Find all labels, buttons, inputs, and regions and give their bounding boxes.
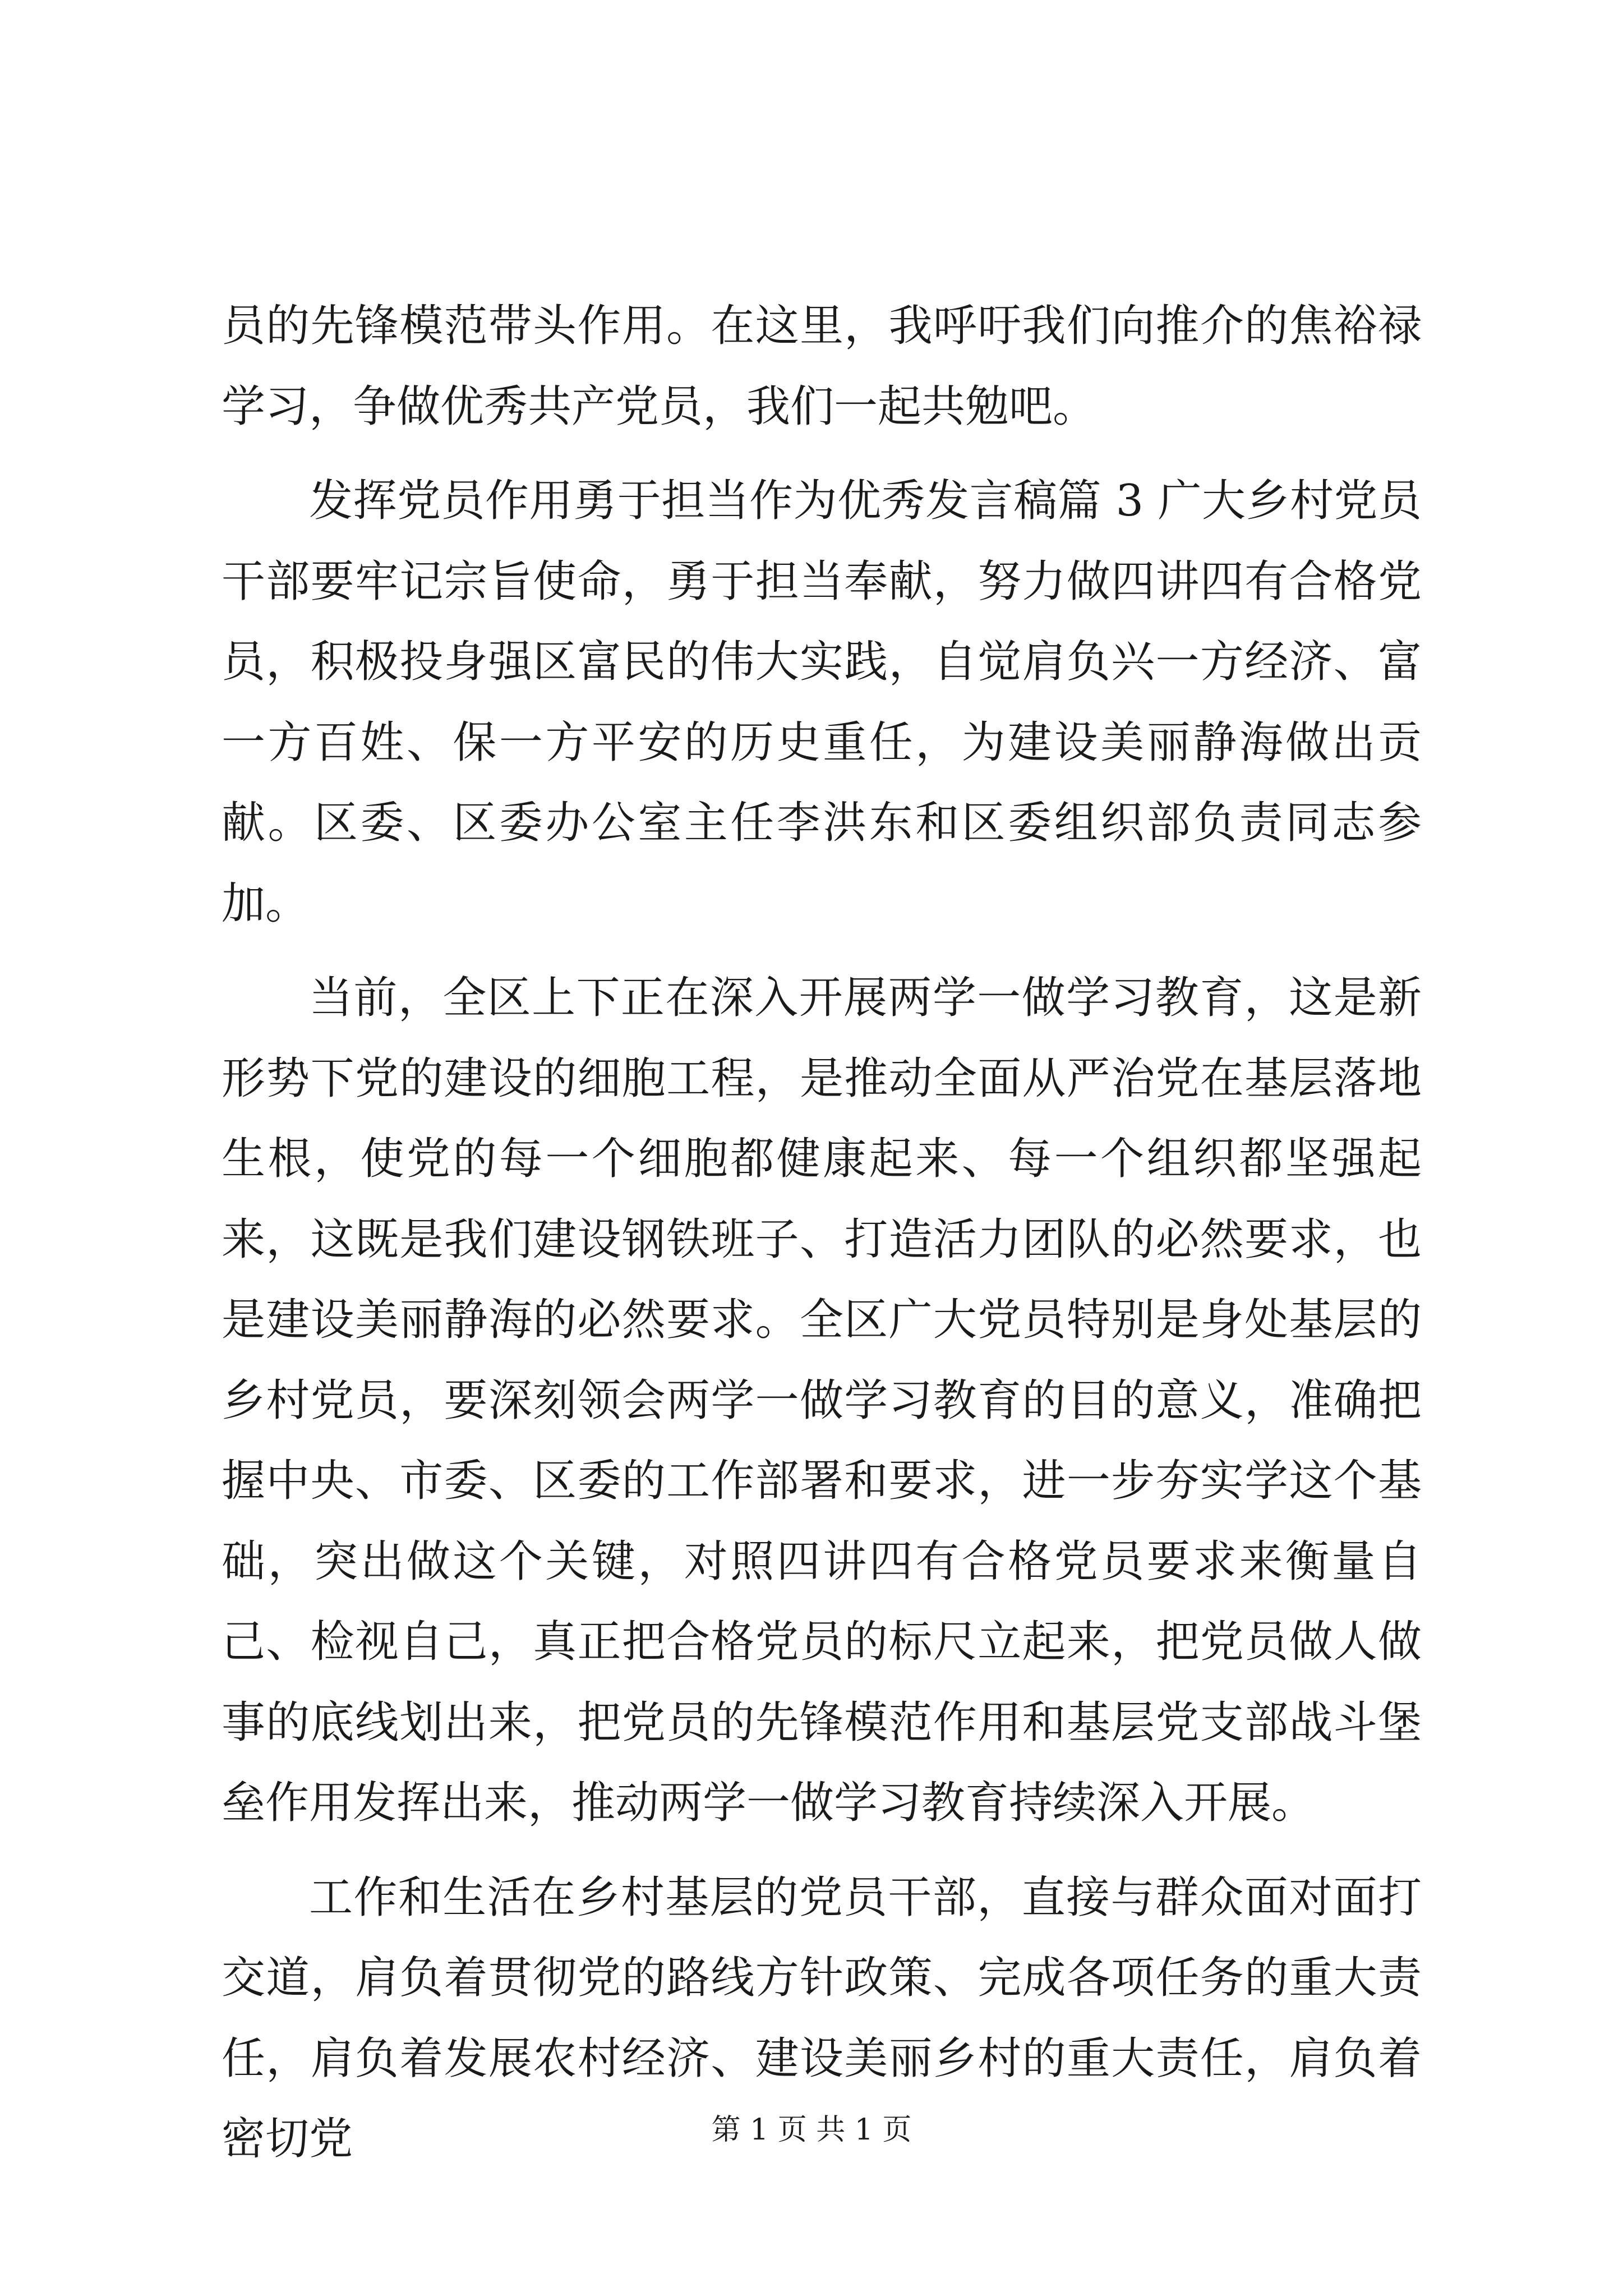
- paragraph: 当前，全区上下正在深入开展两学一做学习教育，这是新形势下党的建设的细胞工程，是推动全面从严治党在基层落地生根，使党的每一个细胞都健康起来、每一个组织都坚强起来，这既是我们建设钢铁班子、打造活力团队的必然要求，也是建设美丽静海的必然要求。全区广大党员特别是身处基层的乡村党员，要深刻领会两学一做学习教育的目的意义，准确把握中央、市委、区委的工作部署和要求，进一步夯实学这个基础，突出做这个关键，对照四讲四有合格党员要求来衡量自己、检视自己，真正把合格党员的标尺立起来，把党员做人做事的底线划出来，把党员的先锋模范作用和基层党支部战斗堡垒作用发挥出来，推动两学一做学习教育持续深入开展。: [222, 973, 1422, 1828]
- document-body: [222, 286, 1422, 2194]
- paragraph: 发挥党员作用勇于担当作为优秀发言稿篇 3 广大乡村党员干部要牢记宗旨使命，勇于担当奉献，努力做四讲四有合格党员，积极投身强区富民的伟大实践，自觉肩负兴一方经济、富一方百姓、保一方平安的历史重任，为建设美丽静海做出贡献。区委、区委办公室主任李洪东和区委组织部负责同志参加。: [222, 476, 1422, 929]
- page-footer: 第 1 页 共 1 页: [711, 2113, 912, 2147]
- paragraph: 工作和生活在乡村基层的党员干部，直接与群众面对面打交道，肩负着贯彻党的路线方针政策、完成各项任务的重大责任，肩负着发展农村经济、建设美丽乡村的重大责任，肩负着密切党: [222, 1872, 1422, 2164]
- paragraph-continuation: 员的先锋模范带头作用。在这里，我呼吁我们向推介的焦裕禄学习，争做优秀共产党员，我们一起共勉吧。: [222, 301, 1422, 432]
